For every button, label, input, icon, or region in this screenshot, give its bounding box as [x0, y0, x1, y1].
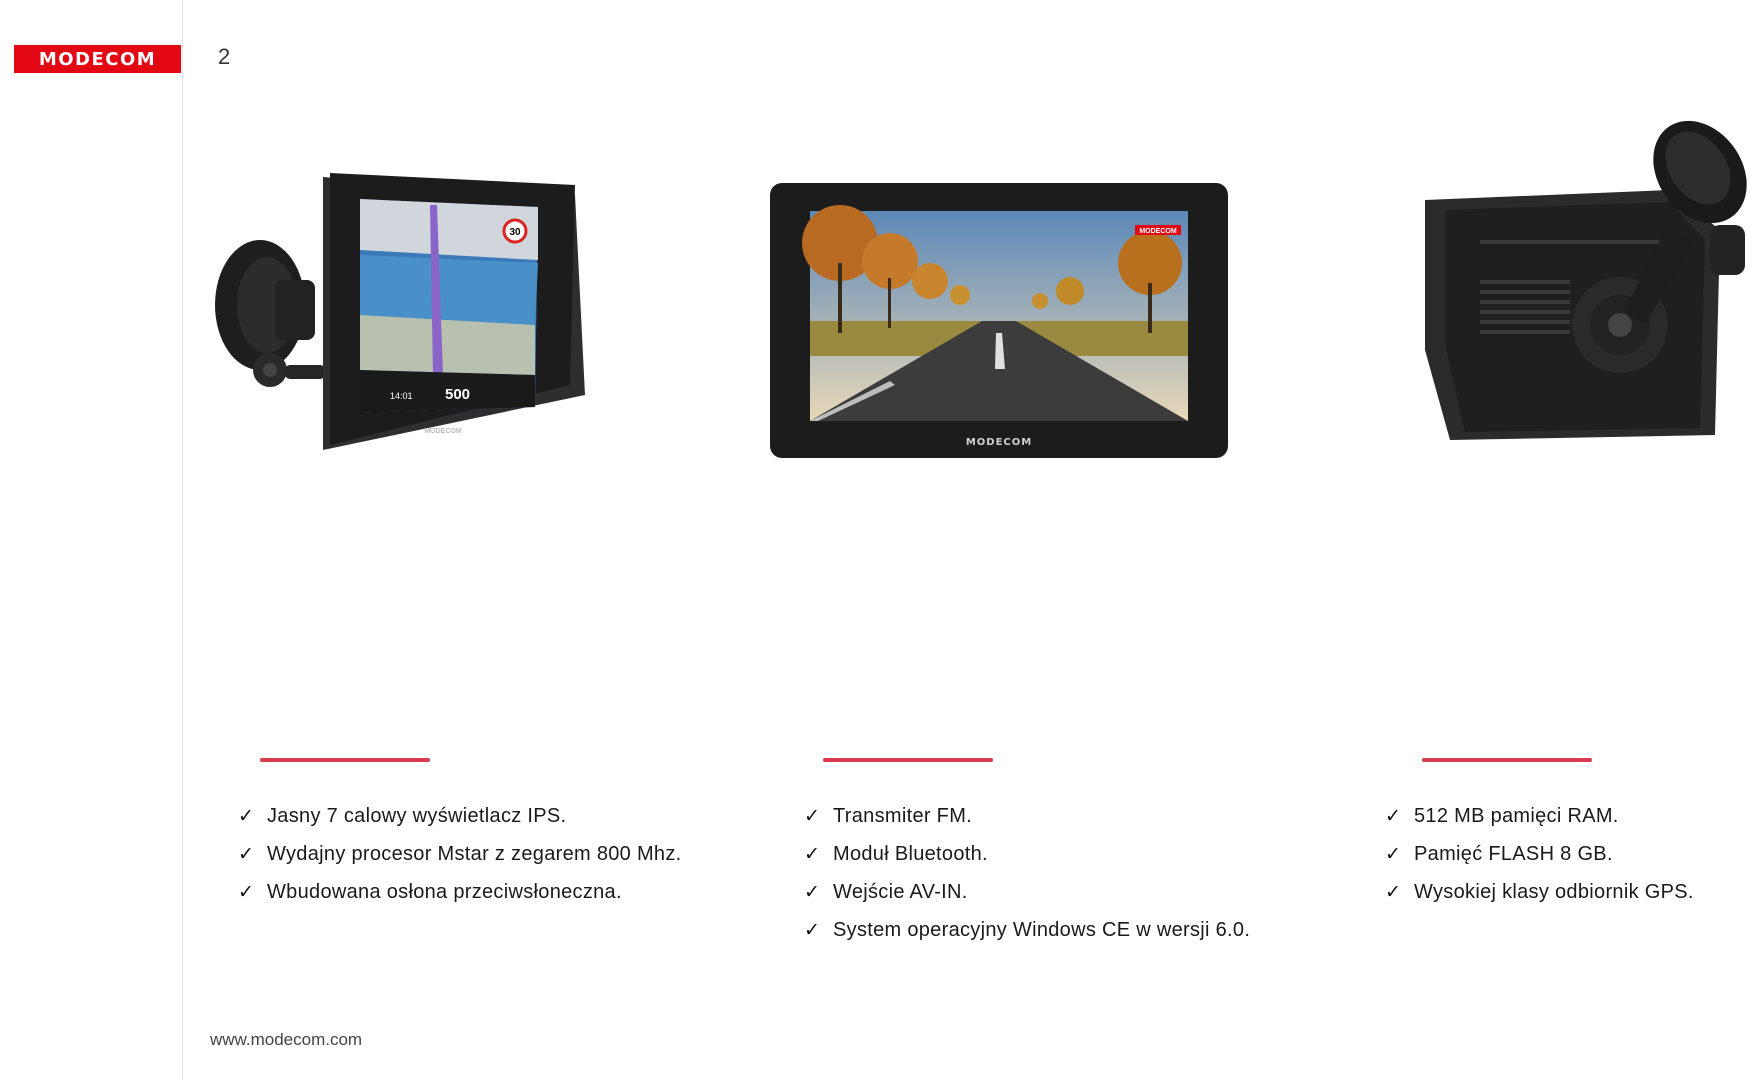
- gps-side-view-image: [205, 165, 585, 465]
- left-margin-rule: [182, 0, 183, 1080]
- gps-back-view-image: [1420, 110, 1753, 440]
- feature-item: ✓ Wejście AV-IN.: [804, 880, 968, 903]
- page-number: 2: [218, 44, 231, 69]
- screen-brand-badge: MODECOM: [1139, 228, 1177, 235]
- feature-item: ✓ Jasny 7 calowy wyświetlacz IPS.: [238, 804, 567, 827]
- check-icon: ✓: [804, 805, 821, 827]
- feature-item: ✓ Wysokiej klasy odbiornik GPS.: [1385, 880, 1694, 903]
- feature-item: ✓ System operacyjny Windows CE w wersji 6.0.: [804, 918, 1251, 941]
- column-2-features: [804, 797, 1250, 949]
- column-1-accent-line: [260, 758, 430, 762]
- column-3-features: [1385, 797, 1694, 911]
- column-2-accent-line: [823, 758, 993, 762]
- feature-item: ✓ 512 MB pamięci RAM.: [1385, 804, 1619, 827]
- check-icon: ✓: [238, 805, 255, 827]
- feature-item: ✓ Wydajny procesor Mstar z zegarem 800 Mhz.: [238, 842, 682, 865]
- screen-distance: 500: [445, 386, 471, 403]
- check-icon: ✓: [238, 843, 255, 865]
- feature-item: ✓ Wbudowana osłona przeciwsłoneczna.: [238, 880, 622, 903]
- column-1-features: [238, 797, 682, 911]
- check-icon: ✓: [804, 919, 821, 941]
- device-logo-side: MODECOM: [424, 428, 462, 435]
- check-icon: ✓: [804, 843, 821, 865]
- check-icon: ✓: [1385, 805, 1402, 827]
- brand-logo: MODECOM: [14, 45, 181, 73]
- check-icon: ✓: [804, 881, 821, 903]
- device-logo-front: MODECOM: [965, 437, 1033, 448]
- website-url: www.modecom.com: [210, 1030, 363, 1049]
- check-icon: ✓: [238, 881, 255, 903]
- feature-item: ✓ Pamięć FLASH 8 GB.: [1385, 842, 1613, 865]
- svg-text:30: 30: [509, 227, 521, 238]
- check-icon: ✓: [1385, 881, 1402, 903]
- feature-item: ✓ Moduł Bluetooth.: [804, 842, 988, 865]
- check-icon: ✓: [1385, 843, 1402, 865]
- feature-item: ✓ Transmiter FM.: [804, 804, 973, 827]
- column-3-accent-line: [1422, 758, 1592, 762]
- gps-front-view-image: [770, 183, 1230, 463]
- screen-time: 14:01: [390, 391, 413, 401]
